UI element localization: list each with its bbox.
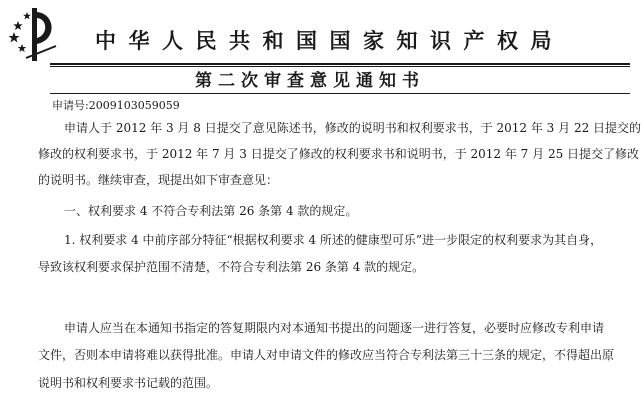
sipo-emblem-icon [8, 6, 58, 64]
header-rule-thick [50, 63, 630, 65]
application-number: 申请号:2009103059059 [52, 99, 180, 112]
paragraph-1-line-2: 修改的权利要求书，于 2012 年 7 月 3 日提交了修改的权利要求书和说明书，于 2012 年 7 月 25 日提交了修改 [38, 147, 640, 161]
header-rule-thin [50, 66, 630, 67]
closing-line-1: 申请人应当在本通知书指定的答复期限内对本通知书提出的问题逐一进行答复，必要时应修改专利申请 [64, 321, 605, 335]
closing-line-3: 说明书和权利要求书记载的范围。 [38, 376, 219, 390]
objection-item-line-2: 导致该权利要求保护范围不清楚，不符合专利法第 26 条第 4 款的规定。 [38, 260, 425, 274]
objection-item-line-1: 1. 权利要求 4 中前序部分特征“根据权利要求 4 所述的健康型可乐”进一步限定的权利要求为其自身， [64, 233, 603, 247]
title-rule [50, 93, 630, 94]
document-header [0, 0, 643, 68]
objection-heading: 一、权利要求 4 不符合专利法第 26 条第 4 款的规定。 [64, 204, 358, 218]
paragraph-1-line-1: 申请人于 2012 年 3 月 8 日提交了意见陈述书，修改的说明书和权利要求书，于 2012 年 3 月 22 日提交的 [64, 121, 642, 135]
closing-line-2: 文件，否则本申请将难以获得批准。申请人对申请文件的修改应当符合专利法第三十三条的规定，不得超出原 [38, 348, 615, 362]
document-title: 第二次审查意见通知书 [195, 71, 425, 91]
office-name: 中华人民共和国国家知识产权局 [95, 29, 564, 53]
paragraph-1-line-3: 的说明书。继续审查，现提出如下审查意见： [38, 173, 279, 187]
